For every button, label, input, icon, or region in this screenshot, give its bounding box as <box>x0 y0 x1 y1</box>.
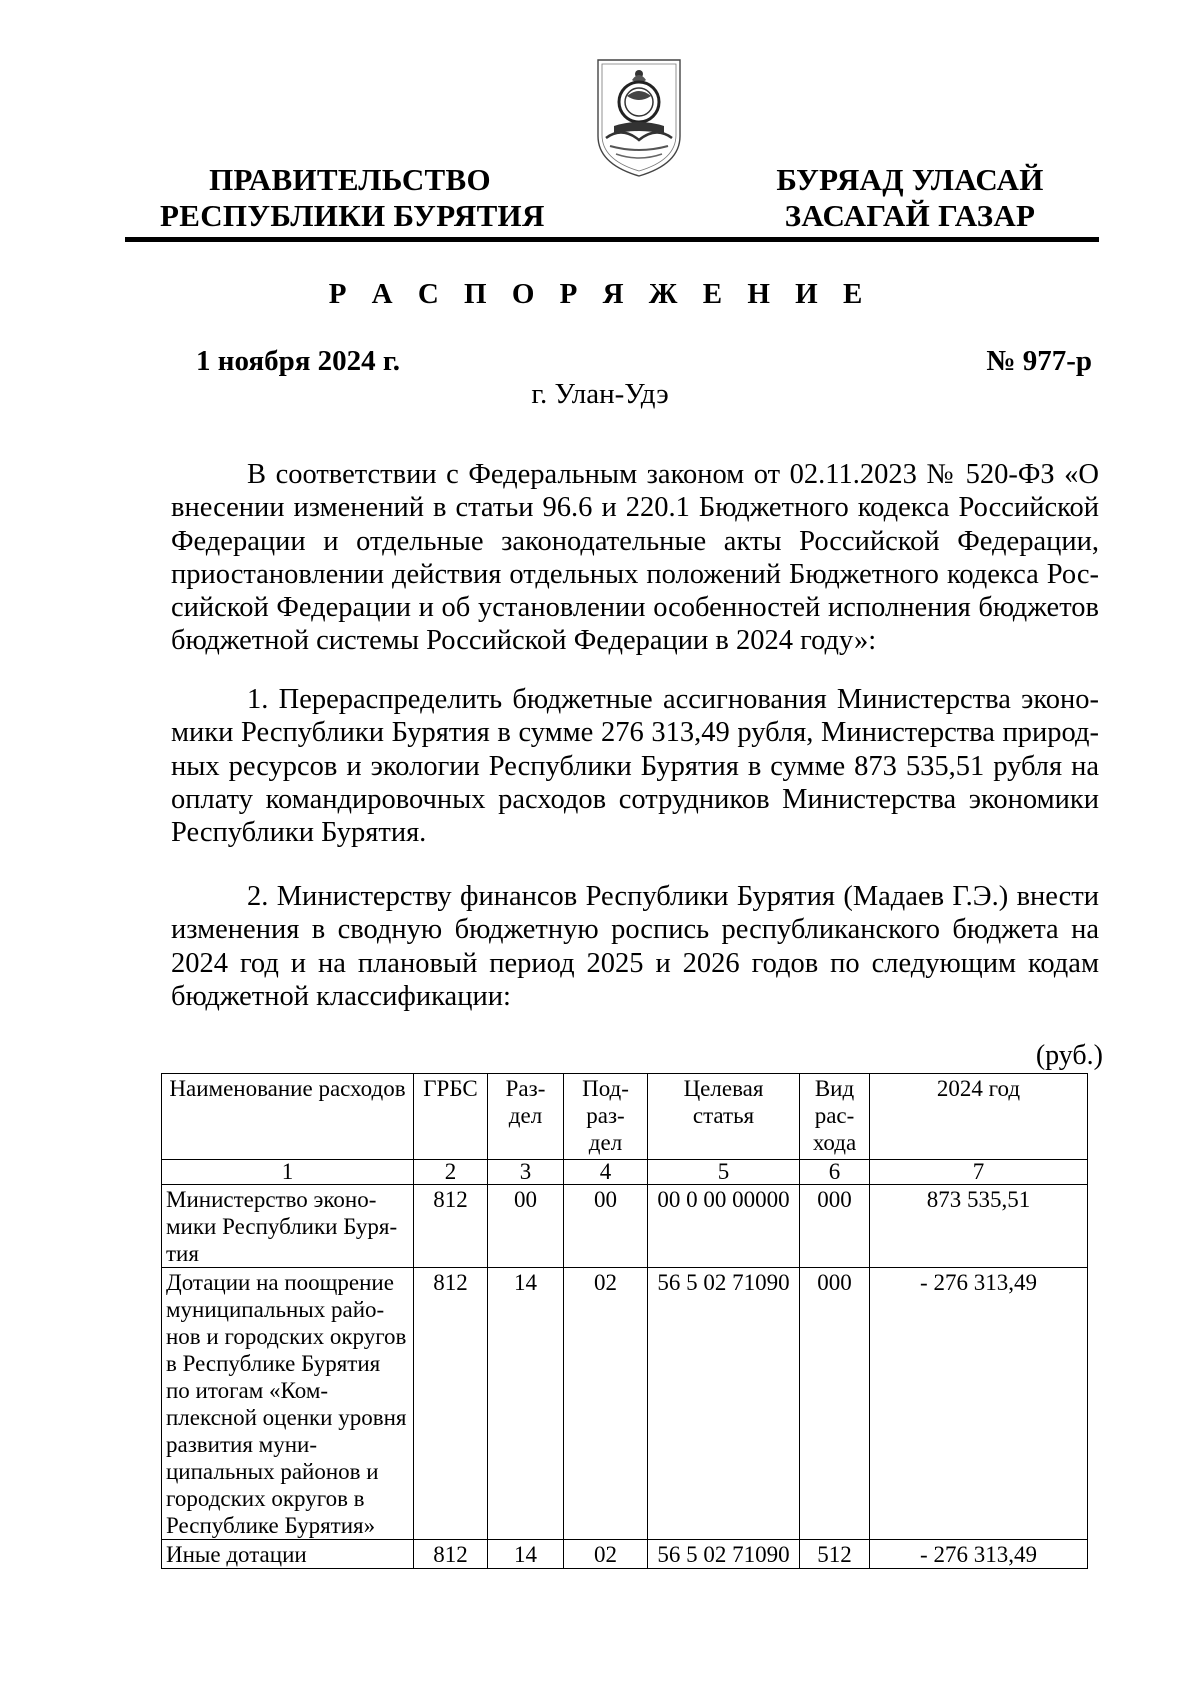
row-podrazdel: 00 <box>564 1185 648 1268</box>
row-podrazdel: 02 <box>564 1540 648 1569</box>
column-number: 2 <box>414 1160 488 1185</box>
row-grbs: 812 <box>414 1540 488 1569</box>
row-grbs: 812 <box>414 1268 488 1540</box>
document-date: 1 ноября 2024 г. <box>196 345 401 377</box>
row-name: Дотации на поощрение муниципальных районов и городских округов в Республике Бурятия по итогам «Комплексной оценки уровня развития муниципальных районов и городских округов в Республике Бурятия» <box>162 1268 414 1540</box>
column-number: 1 <box>162 1160 414 1185</box>
header-razdel: Раз- дел <box>488 1074 564 1160</box>
header-amount: 2024 год <box>870 1074 1088 1160</box>
row-razdel: 14 <box>488 1540 564 1569</box>
table-row <box>162 1540 1088 1569</box>
row-target: 56 5 02 71090 <box>648 1540 800 1569</box>
header-grbs: ГРБС <box>414 1074 488 1160</box>
header-vid: Вид рас- хода <box>800 1074 870 1160</box>
table-row <box>162 1185 1088 1268</box>
document-type-title: Р А С П О Р Я Ж Е Н И Е <box>328 278 872 310</box>
row-target: 56 5 02 71090 <box>648 1268 800 1540</box>
column-number: 3 <box>488 1160 564 1185</box>
row-vid: 000 <box>800 1185 870 1268</box>
row-grbs: 812 <box>414 1185 488 1268</box>
column-number: 7 <box>870 1160 1088 1185</box>
column-number: 5 <box>648 1160 800 1185</box>
issuer-name-russian: ПРАВИТЕЛЬСТВО РЕСПУБЛИКИ БУРЯТИЯ <box>160 162 545 233</box>
row-podrazdel: 02 <box>564 1268 648 1540</box>
row-amount: - 276 313,49 <box>870 1540 1088 1569</box>
coat-of-arms-emblem <box>592 56 686 180</box>
table-header-row <box>162 1074 1088 1160</box>
row-vid: 512 <box>800 1540 870 1569</box>
column-number: 6 <box>800 1160 870 1185</box>
row-amount: 873 535,51 <box>870 1185 1088 1268</box>
row-target: 00 0 00 00000 <box>648 1185 800 1268</box>
row-name: Иные дотации <box>162 1540 414 1569</box>
row-razdel: 14 <box>488 1268 564 1540</box>
row-name: Министерство экономики Республики Бурятия <box>162 1185 414 1268</box>
row-vid: 000 <box>800 1268 870 1540</box>
header-podrazdel: Под- раз- дел <box>564 1074 648 1160</box>
document-city: г. Улан-Удэ <box>531 378 669 410</box>
row-amount: - 276 313,49 <box>870 1268 1088 1540</box>
budget-table <box>161 1073 1088 1569</box>
column-number-row <box>162 1160 1088 1185</box>
header-name: Наименование расходов <box>162 1074 414 1160</box>
row-razdel: 00 <box>488 1185 564 1268</box>
header-divider <box>125 237 1099 242</box>
column-number: 4 <box>564 1160 648 1185</box>
issuer-name-buryat: БУРЯАД УЛАСАЙ ЗАСАГАЙ ГАЗАР <box>776 162 1044 233</box>
item-1-paragraph: 1. Перераспределить бюджетные ассигнования Министерства экономики Республики Бурятия в сумме 276 313,49 рубля, Министерства природных ресурсов и экологии Республики Бурятия в сумме 873 535,51 рубля на оплату командировочных расходов сотрудников Министерства экономики Республики Бурятия. <box>171 684 1099 849</box>
currency-unit: (руб.) <box>1035 1040 1103 1071</box>
table-row <box>162 1268 1088 1540</box>
intro-paragraph: В соответствии с Федеральным законом от 02.11.2023 № 520-ФЗ «О внесении изменений в статьи 96.6 и 220.1 Бюджетного кодекса Российской Федерации и отдельные законодательные акты Российской Федерации, приостановлении действия отдельных положений Бюджетного кодекса Российской Федерации и об установлении особенностей исполнения бюджетов бюджетной системы Российской Федерации в 2024 году»: <box>171 459 1099 657</box>
document-number: № 977-р <box>986 345 1092 377</box>
item-2-paragraph: 2. Министерству финансов Республики Бурятия (Мадаев Г.Э.) внести изменения в сводную бюджетную роспись республиканского бюджета на 2024 год и на плановый период 2025 и 2026 годов по следующим кодам бюджетной классификации: <box>171 881 1099 1012</box>
header-target: Целевая статья <box>648 1074 800 1160</box>
